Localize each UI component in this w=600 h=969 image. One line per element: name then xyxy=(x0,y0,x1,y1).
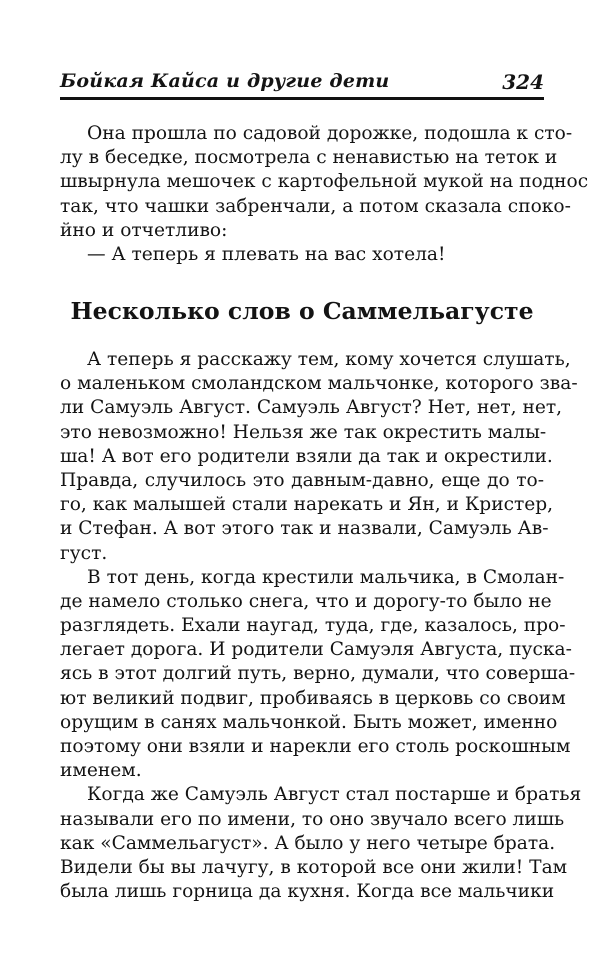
chapter-body xyxy=(60,348,582,904)
text-line: ют великий подвиг, пробиваясь в церковь со своим xyxy=(60,687,566,709)
text-line: густ. xyxy=(60,542,108,564)
text-line: разглядеть. Ехали наугад, туда, где, казалось, про- xyxy=(60,615,566,637)
text-line: Когда же Самуэль Август стал постарше и братья xyxy=(87,784,582,806)
text-line: Видели бы вы лачугу, в которой все они жили! Там xyxy=(60,856,568,878)
text-line: де намело столько снега, что и дорогу-то было не xyxy=(60,590,552,612)
page-number: 324 xyxy=(502,70,544,94)
text-line: поэтому они взяли и нарекли его столь роскошным xyxy=(60,736,571,757)
text-line: швырнула мешочек с картофельной мукой на поднос xyxy=(60,171,589,193)
text-line: так, что чашки забренчали, а потом сказала споко- xyxy=(60,195,571,217)
text-line: называли его по имени, то оно звучало всего лишь xyxy=(60,808,565,830)
opening-paragraphs xyxy=(60,122,589,267)
text-line: В тот день, когда крестили мальчика, в Смолан- xyxy=(87,566,565,588)
text-line: го, как малышей стали нарекать и Ян, и Кристер, xyxy=(60,494,554,516)
running-title: Бойкая Кайса и другие дети xyxy=(60,70,390,92)
text-line: Она прошла по садовой дорожке, подошла к сто- xyxy=(87,123,573,144)
text-line: это невозможно! Нельзя же так окрестить малы- xyxy=(60,421,547,443)
text-line: и Стефан. А вот этого так и назвали, Самуэль Ав- xyxy=(60,518,549,540)
header-rule xyxy=(60,97,544,100)
dialogue-line: — А теперь я плевать на вас хотела! xyxy=(87,243,446,265)
chapter-title: Несколько слов о Саммельагусте xyxy=(70,297,534,325)
text-line: как «Саммельагуст». А было у него четыре брата. xyxy=(60,832,556,854)
text-line: орущим в санях мальчонкой. Быть может, именно xyxy=(60,711,558,733)
text-line: ша! А вот его родители взяли да так и окрестили. xyxy=(60,445,553,467)
text-line: была лишь горница да кухня. Когда все мальчики xyxy=(60,881,555,903)
text-line: Правда, случилось это давным-давно, еще до то- xyxy=(60,469,544,491)
text-line: йно и отчетливо: xyxy=(60,219,228,241)
running-header xyxy=(60,66,544,100)
text-line: легает дорога. И родители Самуэля Августа, пуска- xyxy=(60,639,572,661)
text-line: лу в беседке, посмотрела с ненавистью на теток и xyxy=(60,147,558,169)
text-line: А теперь я расскажу тем, кому хочется слушать, xyxy=(87,349,571,370)
text-line: ясь в этот долгий путь, верно, думали, что совершa- xyxy=(60,663,576,685)
text-line: ли Самуэль Август. Самуэль Август? Нет, нет, нет, xyxy=(60,397,563,419)
text-line: о маленьком смоландском мальчонке, которого зва- xyxy=(60,373,578,395)
text-line: именем. xyxy=(60,760,142,782)
